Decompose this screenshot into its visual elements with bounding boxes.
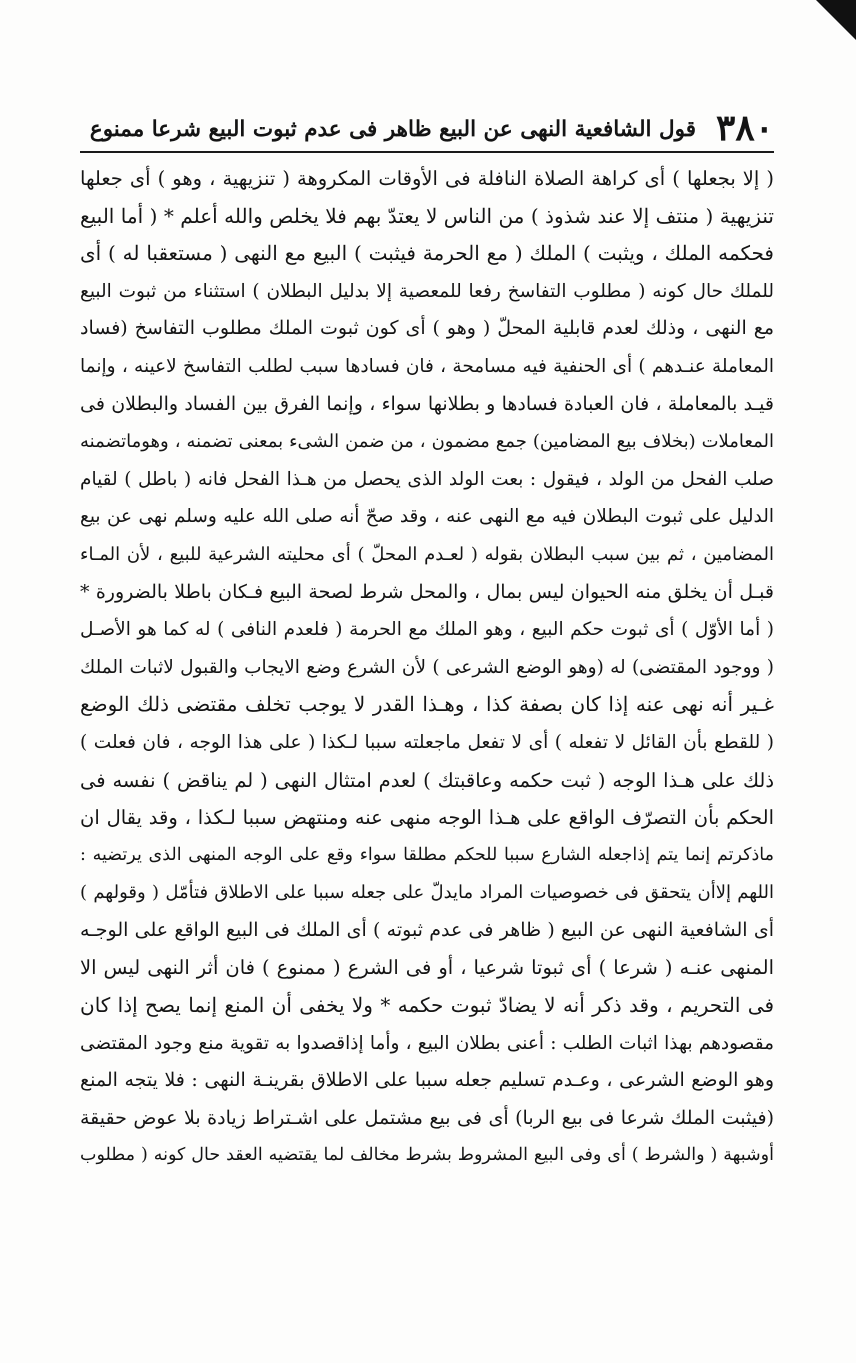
text-line: فى التحريم ، وقد ذكر أنه لا يضادّ ثبوت حكمه * ولا يخفى أن المنع إنما يصح إذا كان	[80, 993, 774, 1018]
header-rule	[80, 151, 774, 153]
page-header	[80, 104, 774, 148]
text-line: للملك حال كونه ( مطلوب التفاسخ رفعا للمعصية إلا بدليل البطلان ) استثناء من ثبوت البيع	[80, 280, 774, 302]
text-line: مقصودهم بهذا اثبات الطلب : أعنى بطلان البيع ، وأما إذاقصدوا به تقوية منع وجود المقتضى	[80, 1032, 774, 1054]
body-text	[80, 160, 774, 1175]
text-line: مع النهى ، وذلك لعدم قابلية المحلّ ( وهو ) أى كون ثبوت الملك مطلوب التفاسخ (فساد	[80, 317, 774, 340]
text-line: وهو الوضع الشرعى ، وعـدم تسليم جعله سببا على الاطلاق بقرينـة النهى : فلا يتجه المنع	[80, 1069, 774, 1092]
text-line: تنزيهية ( منتف إلا عند شذوذ ) من الناس لا يعتدّ بهم فلا يخلص والله أعلم * ( أما البيع	[80, 203, 774, 228]
text-line: قبـل أن يخلق منه الحيوان ليس بمال ، والمحل شرط لصحة البيع فـكان باطلا بالضرورة *	[80, 580, 774, 603]
text-line: صلب الفحل من الولد ، فيقول : بعت الولد الذى يحصل من هـذا الفحل فانه ( باطل ) لقيام	[80, 468, 774, 490]
text-line: المضامين ، ثم بين سبب البطلان بقوله ( لعـدم المحلّ ) أى محليته الشرعية للبيع ، لأن المـاء	[80, 543, 774, 565]
text-line: غـير أنه نهى عنه إذا كان بصفة كذا ، وهـذا القدر لا يوجب تخلف مقتضى ذلك الوضع	[80, 692, 774, 717]
text-line: الدليل على ثبوت البطلان فيه مع النهى عنه ، وقد صحّ أنه صلى الله عليه وسلم نهى عن بيع	[80, 506, 774, 528]
running-title: قول الشافعية النهى عن البيع ظاهر فى عدم ثبوت البيع شرعا ممنوع	[89, 117, 696, 142]
text-line: ( للقطع بأن القائل لا تفعله ) أى لا تفعل ماجعلته سببا لـكذا ( على هذا الوجه ، فان فعلت )	[80, 731, 774, 753]
text-line: المنهى عنـه ( شرعا ) أى ثبوتا شرعيا ، أو فى الشرع ( ممنوع ) فان أثر النهى ليس الا	[80, 956, 774, 980]
text-line: ( إلا بجعلها ) أى كراهة الصلاة النافلة فى الأوقات المكروهة ( تنزيهية ، وهو ) أى جعلها	[80, 167, 774, 190]
text-line: أوشبهة ( والشرط ) أى وفى البيع المشروط بشرط مخالف لما يقتضيه العقد حال كونه ( مطلوب	[80, 1145, 774, 1166]
text-line: ( ووجود المقتضى) له (وهو الوضع الشرعى ) لأن الشرع وضع الايجاب والقبول لاثبات الملك	[80, 656, 774, 678]
text-line: ماذكرتم إنما يتم إذاجعله الشارع سببا للحكم مطلقا سواء وقع على الوجه المنهى الذى يرتضيه :	[80, 844, 774, 865]
text-line: اللهم إلاأن يتحقق فى خصوصيات المراد مايدلّ على جعله سببا على الاطلاق فتأمّل ( وقولهم )	[80, 882, 774, 904]
text-line: ( أما الأوّل ) أى ثبوت حكم البيع ، وهو الملك مع الحرمة ( فلعدم النافى ) له كما هو الأصـل	[80, 619, 774, 641]
corner-fold-mark	[816, 0, 856, 40]
text-line: ذلك على هـذا الوجه ( ثبت حكمه وعاقبتك ) لعدم امتثال النهى ( لم يناقض ) نفسه فى	[80, 768, 774, 792]
text-line: قيـد بالمعاملة ، فان العبادة فسادها و بطلانها سواء ، وإنما الفرق بين الفساد والبطلان فى	[80, 392, 774, 415]
page-number: ٣٨٠	[715, 107, 774, 149]
text-line: المعاملة عنـدهم ) أى الحنفية فيه مسامحة ، فان فسادها سبب لطلب التفاسخ لاعينه ، وإنما	[80, 355, 774, 377]
text-line: فحكمه الملك ، ويثبت ) الملك ( مع الحرمة فيثبت ) البيع مع النهى ( مستعقبا له ) أى	[80, 241, 774, 266]
text-line: الحكم بأن التصرّف الواقع على هـذا الوجه منهى عنه ومنتهض سببا لـكذا ، وقد يقال ان	[80, 806, 774, 830]
text-line: المعاملات (بخلاف بيع المضامين) جمع مضمون ، من ضمن الشىء بمعنى تضمنه ، وهوماتضمنه	[80, 431, 774, 453]
text-line: (فيثبت الملك شرعا فى بيع الربا) أى فى بيع مشتمل على اشـتراط زيادة بلا عوض حقيقة	[80, 1106, 774, 1129]
text-line: أى الشافعية النهى عن البيع ( ظاهر فى عدم ثبوته ) أى الملك فى البيع الواقع على الوجـه	[80, 918, 774, 941]
